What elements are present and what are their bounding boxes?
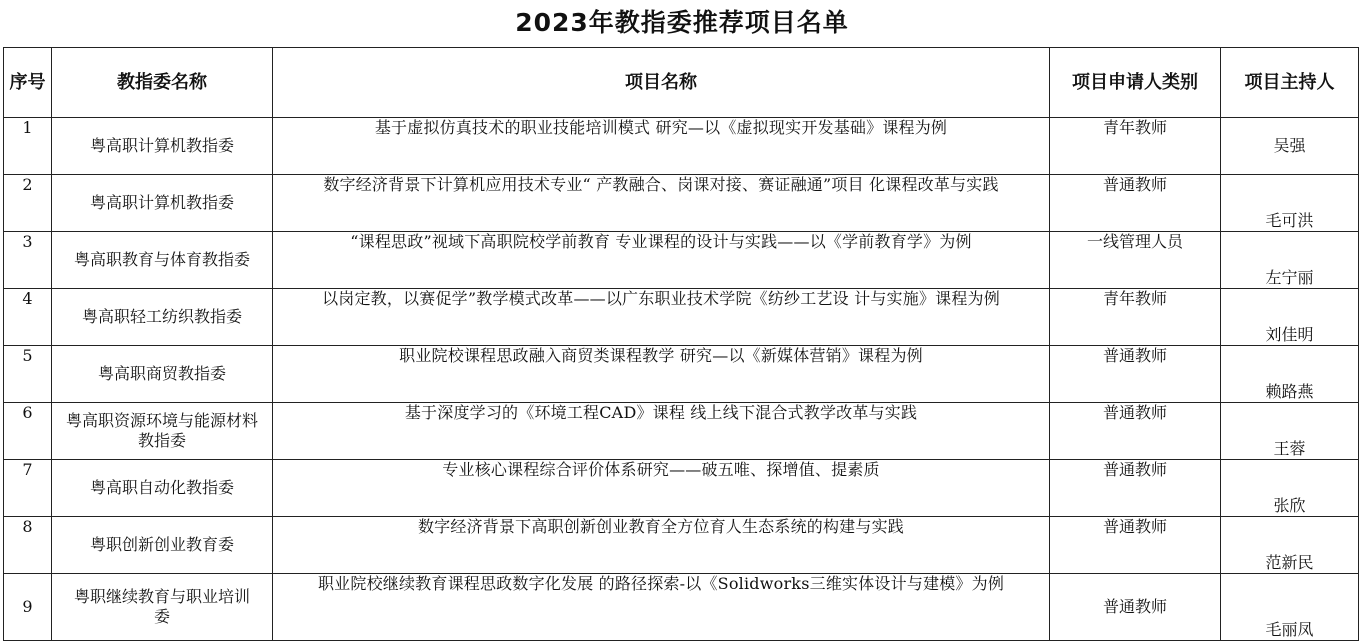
table-row <box>4 346 1359 403</box>
row-host: 毛可洪 <box>1221 175 1359 232</box>
row-committee: 粤高职计算机教指委 <box>52 175 273 232</box>
row-category: 一线管理人员 <box>1050 232 1221 289</box>
row-host: 张欣 <box>1221 460 1359 517</box>
row-category: 青年教师 <box>1050 118 1221 175</box>
row-host: 赖路燕 <box>1221 346 1359 403</box>
table-row <box>4 403 1359 460</box>
row-committee: 粤高职自动化教指委 <box>52 460 273 517</box>
header-category: 项目申请人类别 <box>1050 48 1221 118</box>
row-index: 7 <box>4 460 52 517</box>
table-row <box>4 517 1359 574</box>
header-index: 序号 <box>4 48 52 118</box>
row-category: 普通教师 <box>1050 175 1221 232</box>
row-committee <box>52 574 273 641</box>
row-committee <box>52 403 273 460</box>
row-index: 4 <box>4 289 52 346</box>
row-host: 左宁丽 <box>1221 232 1359 289</box>
row-committee-line1: 粤职继续教育与职业培训 <box>73 587 250 606</box>
row-index: 2 <box>4 175 52 232</box>
row-index: 8 <box>4 517 52 574</box>
row-host: 毛丽凤 <box>1221 574 1359 641</box>
table-row <box>4 232 1359 289</box>
row-index: 5 <box>4 346 52 403</box>
table-header-row <box>4 48 1359 118</box>
row-project: 数字经济背景下高职创新创业教育全方位育人生态系统的构建与实践 <box>273 517 1050 574</box>
project-table <box>3 47 1359 641</box>
row-index: 6 <box>4 403 52 460</box>
row-project: 职业院校继续教育课程思政数字化发展 的路径探索-以《Solidworks三维实体设计与建模》为例 <box>273 574 1050 641</box>
row-committee-line2: 教指委 <box>137 431 186 450</box>
row-project: 以岗定教，以赛促学”教学模式改革——以广东职业技术学院《纺纱工艺设 计与实施》课程为例 <box>273 289 1050 346</box>
table-row <box>4 574 1359 641</box>
row-committee: 粤高职计算机教指委 <box>52 118 273 175</box>
row-host: 吴强 <box>1221 118 1359 175</box>
row-host: 范新民 <box>1221 517 1359 574</box>
row-index: 1 <box>4 118 52 175</box>
row-project: 专业核心课程综合评价体系研究——破五唯、探增值、提素质 <box>273 460 1050 517</box>
row-host: 刘佳明 <box>1221 289 1359 346</box>
row-index: 9 <box>4 574 52 641</box>
row-index: 3 <box>4 232 52 289</box>
header-host: 项目主持人 <box>1221 48 1359 118</box>
table-row <box>4 460 1359 517</box>
row-category: 普通教师 <box>1050 346 1221 403</box>
table-row <box>4 289 1359 346</box>
header-committee: 教指委名称 <box>52 48 273 118</box>
row-committee: 粤高职轻工纺织教指委 <box>52 289 273 346</box>
header-project: 项目名称 <box>273 48 1050 118</box>
row-project: “课程思政”视域下高职院校学前教育 专业课程的设计与实践——以《学前教育学》为例 <box>273 232 1050 289</box>
row-project: 基于虚拟仿真技术的职业技能培训模式 研究—以《虚拟现实开发基础》课程为例 <box>273 118 1050 175</box>
row-project: 数字经济背景下计算机应用技术专业“ 产教融合、岗课对接、赛证融通”项目 化课程改革与实践 <box>273 175 1050 232</box>
row-project: 基于深度学习的《环境工程CAD》课程 线上线下混合式教学改革与实践 <box>273 403 1050 460</box>
row-committee-line1: 粤高职资源环境与能源材料 <box>65 411 258 430</box>
table-row <box>4 175 1359 232</box>
row-category: 普通教师 <box>1050 574 1221 641</box>
document-title: 2023年教指委推荐项目名单 <box>515 8 849 37</box>
row-category: 普通教师 <box>1050 460 1221 517</box>
row-category: 普通教师 <box>1050 403 1221 460</box>
row-committee: 粤高职商贸教指委 <box>52 346 273 403</box>
row-committee-line2: 委 <box>153 607 170 626</box>
row-project: 职业院校课程思政融入商贸类课程教学 研究—以《新媒体营销》课程为例 <box>273 346 1050 403</box>
row-category: 青年教师 <box>1050 289 1221 346</box>
row-committee: 粤高职教育与体育教指委 <box>52 232 273 289</box>
table-row <box>4 118 1359 175</box>
row-host: 王蓉 <box>1221 403 1359 460</box>
row-category: 普通教师 <box>1050 517 1221 574</box>
row-committee: 粤职创新创业教育委 <box>52 517 273 574</box>
